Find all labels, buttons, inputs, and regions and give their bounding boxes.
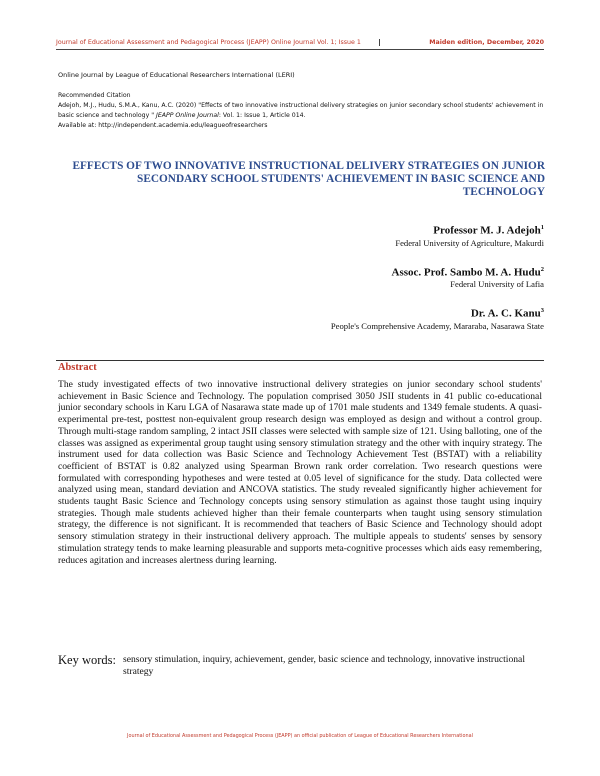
page-footer: Journal of Educational Assessment and Pedagogical Process (JEAPP) an official publication of League of Educational Researchers International [127,733,473,739]
author-block [331,304,544,332]
abstract-body: The study investigated effects of two innovative instructional delivery strategies on junior secondary school students' achievement in Basic Science and Technology. The population comprised 3050 JSII students in 41 public co-educational junior secondary schools in Karu LGA of Nasarawa state made up of 1701 male students and 1349 female students. A quasi-experimental pre-test, posttest non-equivalent group research design was employed as design and without a control group. Through multi-stage random sampling, 2 intact JSII classes were selected with sample size of 121. Using balloting, one of the classes was assigned as experimental group taught using sensory stimulation strategy and the other with inquiry strategy. The instrument used for data collection was Basic Science and Technology Achievement Test (BSTAT) with a reliability coefficient of BSTAT is 0.82 analyzed using Spearman Brown rank order correlation. Two research questions were formulated with corresponding hypotheses and were tested at 0.05 level of significance for the study. Data collected were analyzed using mean, standard deviation and ANCOVA statistics. The study revealed significantly higher achievement for students taught Basic Science and Technology concepts using sensory stimulation as against those taught using inquiry strategies. Though male students achieved higher than their female counterparts when taught using sensory stimulation strategy, the difference is not significant. It is recommended that teachers of Basic Science and Technology should adopt sensory stimulation strategy in their instructional delivery approach. The multiple appeals to students' senses by sensory stimulation strategy tends to make learning pleasurable and supports meta-cognitive processes which aids easy remembering, reduces agitation and increases alertness during learning. [58,379,542,566]
header-journal-volume: Journal of Educational Assessment and Pedagogical Process (JEAPP) Online Journal Vol. 1; Issue 1 [56,39,380,46]
author-affiliation: Federal University of Lafia [450,279,544,290]
citation-text-after: : Vol. 1: Issue 1, Article 014. [218,112,306,119]
journal-publisher-line: Online Journal by League of Educational Researchers International (LERI) [58,71,295,79]
abstract-divider [56,360,544,361]
recommended-citation [58,91,548,131]
citation-heading: Recommended Citation [58,92,131,99]
author-name: Assoc. Prof. Sambo M. A. Hudu$^2$ [391,265,544,279]
keywords-section [58,653,542,679]
author-affiliation: People's Comprehensive Academy, Mararaba, Nasarawa State [330,320,544,331]
header-edition: Maiden edition, December, 2020 [429,39,544,46]
keywords-text: sensory stimulation, inquiry, achievement, gender, basic science and technology, innovative instructional strategy [122,654,525,678]
citation-text-before: Adejoh, M.J., Hudu, S.M.A., Kanu, A.C. (2020) "Effects of two innovative instructional delivery strategies on junior secondary school students' achievement in basic science and technology " [58,102,544,119]
abstract-heading: Abstract [58,362,97,373]
author-list [331,221,544,346]
author-name: Dr. A. C. Kanu$^3$ [470,307,544,320]
author-affiliation: Federal University of Agriculture, Makurdi [395,237,544,248]
author-block [331,221,544,249]
citation-available-link[interactable]: Available at: http://independent.academia.edu/leagueofresearchers [58,122,268,129]
running-header [56,39,544,50]
citation-journal: JEAPP Online Journal [156,112,219,119]
keywords-label: Key words: [58,653,116,667]
citation-text [58,101,548,121]
paper-title: EFFECTS OF TWO INNOVATIVE INSTRUCTIONAL DELIVERY STRATEGIES ON JUNIOR SECONDARY SCHOOL STUDENTS' ACHIEVEMENT IN BASIC SCIENCE AND TECHNOLOGY [72,160,545,198]
author-block [331,263,544,291]
author-name: Professor M. J. Adejoh$^1$ [433,224,544,237]
